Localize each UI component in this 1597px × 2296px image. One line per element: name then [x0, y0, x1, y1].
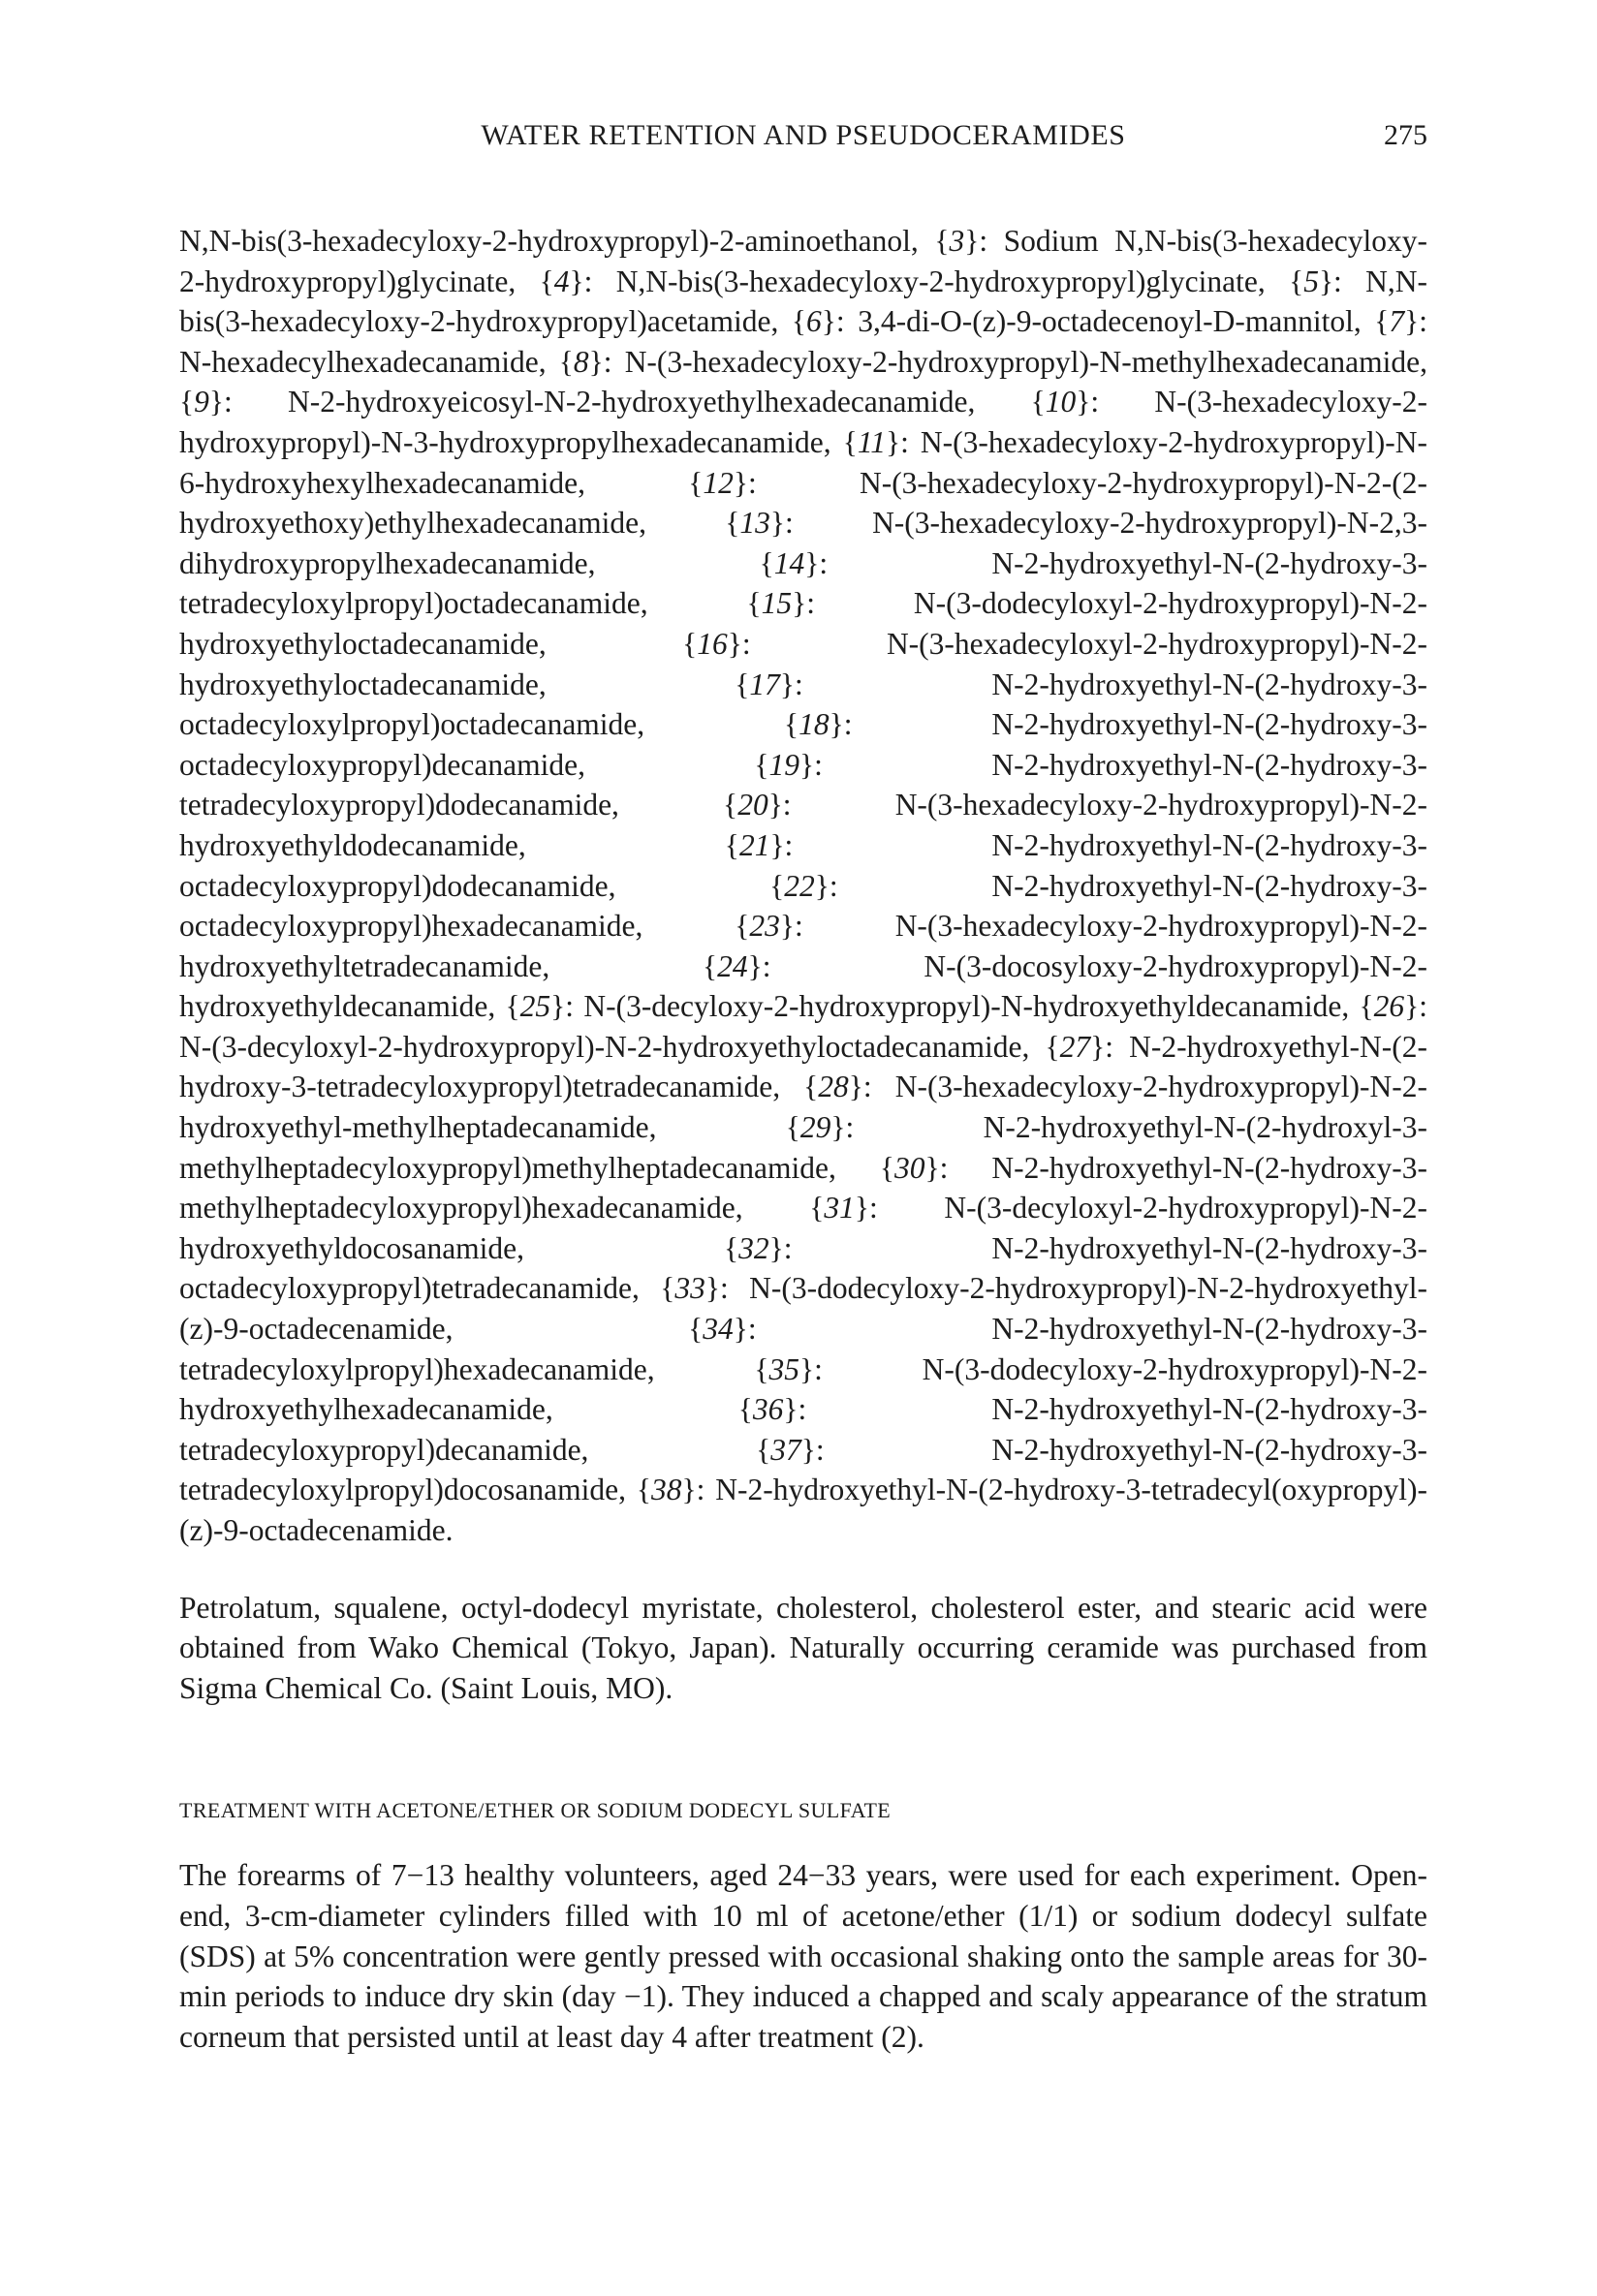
compound-separator: }: [681, 1473, 716, 1507]
compound-separator: }: [779, 909, 895, 944]
compound-name: N,N-bis(3-hexadecyloxy-2-hydroxypropyl)glycinate, { [615, 264, 1304, 298]
compound-separator: }: [804, 545, 992, 580]
compound-separator: }: [550, 989, 584, 1024]
compound-separator: }: [768, 1230, 992, 1265]
compound-ref-number: 20 [737, 788, 768, 822]
compound-name: N-2-hydroxyethyl-N-(2-hydroxy-3-octadecyloxypropyl)dodecanamide, { [179, 827, 1427, 903]
compound-ref-number: 21 [738, 827, 770, 862]
compound-name: N-2-hydroxyethyl-N-(2-hydroxy-3-tetradecyloxylpropyl)hexadecanamide, { [179, 1312, 1428, 1386]
compound-name: N,N-bis(3-hexadecyloxy-2-hydroxypropyl)acetamide, { [179, 264, 1428, 339]
compound-ref-number: 17 [749, 667, 780, 701]
compound-name: N-2-hydroxyethyl-N-(2-hydroxy-3-tetradecyloxylpropyl)docosanamide, { [179, 1432, 1427, 1507]
compound-ref-number: 30 [894, 1150, 925, 1185]
compound-name: N-2-hydroxyethyl-N-(2-hydroxyl-3-methylheptadecyloxypropyl)methylheptadecanamide, { [179, 1110, 1427, 1185]
compound-name: N-(3-hexadecyloxy-2-hydroxypropyl)-N-2-hydroxyethyldodecanamide, { [179, 788, 1427, 862]
compound-ref-number: 22 [784, 868, 815, 903]
compound-ref-number: 10 [1045, 385, 1077, 419]
compound-name: N-2-hydroxyethyl-N-(2-hydroxy-3-tetradecyloxypropyl)decanamide, { [179, 1392, 1428, 1467]
compound-ref-number: 12 [703, 465, 734, 500]
compound-list-paragraph [179, 221, 1427, 1551]
compound-separator: }: [854, 1191, 945, 1226]
compound-name: 3,4-di-O-(z)-9-octadecenoyl-D-mannitol, { [858, 304, 1390, 339]
compound-ref-number: 3 [949, 224, 965, 258]
compound-name: N-(3-decyloxy-2-hydroxypropyl)-N-hydroxyethyldecanamide, { [583, 989, 1374, 1024]
compound-ref-number: 38 [650, 1473, 682, 1507]
compound-entry [583, 989, 1427, 1023]
compound-ref-number: 25 [519, 989, 551, 1024]
compound-separator: }: [800, 1432, 992, 1467]
compound-name: N-(3-hexadecyloxy-2-hydroxypropyl)-N-2,3-dihydroxypropylhexadecanamide, { [179, 506, 1427, 580]
compound-entry [179, 1030, 1129, 1064]
compound-ref-number: 37 [770, 1432, 801, 1467]
compound-ref-number: 18 [798, 707, 830, 742]
compound-separator: }: [208, 385, 288, 419]
compound-separator: }: [799, 1351, 923, 1386]
compound-name: N-2-hydroxyethyl-N-(2-hydroxy-3-tetradecyloxylpropyl)octadecanamide, { [179, 545, 1427, 621]
main-text [179, 221, 1427, 2057]
compound-name: N-(3-hexadecyloxy-2-hydroxypropyl)-N-2-hydroxyethyltetradecanamide, { [179, 909, 1427, 983]
compound-separator: }: [767, 788, 895, 822]
compound-ref-number: 16 [697, 626, 728, 661]
compound-ref-number: 14 [773, 545, 805, 580]
compound-entry [616, 264, 1365, 298]
compound-ref-number: 29 [799, 1110, 831, 1145]
compound-ref-number: 8 [573, 344, 589, 379]
compound-ref-number: 11 [857, 424, 886, 459]
compound-separator: }: [705, 1271, 750, 1306]
compound-ref-number: 36 [752, 1392, 784, 1427]
compound-separator: }: [964, 224, 1004, 258]
compound-separator: }: [1404, 304, 1428, 339]
compound-name: N-2-hydroxyethyl-N-(2-hydroxy-3-octadecyloxypropyl)decanamide, { [179, 707, 1428, 782]
compound-name: N-(3-decyloxyl-2-hydroxypropyl)-N-2-hydroxyethyldocosanamide, { [179, 1191, 1427, 1265]
compound-separator: }: [769, 827, 992, 862]
treatment-paragraph: The forearms of 7−13 healthy volunteers, aged 24−33 years, were used for each experiment. Open-end, 3-cm-diameter cylinders filled with 10 ml of acetone/ether (1/1) or sodium dodecyl sulfate (SDS) at 5% concentration were gently pressed with occasional shaking onto the sample areas for 30-min periods to induce dry skin (day −1). They induced a chapped and scaly appearance of the stratum corneum that persisted until at least day 4 after treatment (2). [179, 1858, 1427, 2054]
compound-ref-number: 5 [1303, 264, 1319, 298]
compound-entry [179, 224, 1004, 258]
compound-name: N-2-hydroxyethyl-N-(2-hydroxy-3-tetradecyloxypropyl)dodecanamide, { [179, 747, 1427, 822]
compound-separator: }: [848, 1070, 895, 1104]
running-title: WATER RETENTION AND PSEUDOCERAMIDES [481, 119, 1126, 151]
compound-separator: }: [1076, 385, 1155, 419]
compound-separator: }: [779, 667, 992, 701]
compound-ref-number: 15 [761, 586, 793, 621]
compound-ref-number: 4 [553, 264, 570, 298]
compound-ref-number: 28 [818, 1070, 849, 1104]
compound-separator: }: [769, 506, 873, 541]
compound-name: N-2-hydroxyeicosyl-N-2-hydroxyethylhexadecanamide, { [288, 385, 1046, 419]
compound-separator: }: [588, 344, 625, 379]
compound-ref-number: 31 [824, 1191, 855, 1226]
compound-separator: }: [747, 948, 924, 983]
compound-separator: }: [733, 1312, 992, 1347]
compound-ref-number: 26 [1373, 989, 1405, 1024]
compound-ref-number: 6 [806, 304, 822, 339]
compound-separator: }: [733, 465, 860, 500]
compound-name: N-(3-dodecyloxy-2-hydroxypropyl)-N-2-hydroxyethylhexadecanamide, { [179, 1351, 1427, 1427]
compound-separator: }: [1318, 264, 1366, 298]
compound-ref-number: 33 [674, 1271, 705, 1306]
compound-ref-number: 27 [1059, 1029, 1091, 1064]
compound-entry [858, 304, 1427, 338]
compound-name: N-(3-hexadecyloxy-2-hydroxypropyl)-N-3-hydroxypropylhexadecanamide, { [179, 385, 1427, 459]
page-number: 275 [1384, 119, 1427, 151]
compound-name: N-(3-hexadecyloxy-2-hydroxypropyl)-N-2-(2-hydroxyethoxy)ethylhexadecanamide, { [179, 465, 1427, 541]
compound-ref-number: 9 [194, 385, 209, 419]
compound-name: N-(3-hexadecyloxy-2-hydroxypropyl)-N-2-hydroxyethyl-methylheptadecanamide, { [179, 1070, 1428, 1145]
compound-name: N-2-hydroxyethyl-N-(2-hydroxy-3-octadecyloxypropyl)tetradecanamide, { [179, 1230, 1428, 1306]
compound-separator: }: [829, 707, 992, 742]
compound-separator: }: [924, 1150, 992, 1185]
compound-ref-number: 32 [738, 1230, 769, 1265]
compound-name: N,N-bis(3-hexadecyloxy-2-hydroxypropyl)-2-aminoethanol, { [179, 224, 950, 258]
compound-separator: }: [569, 264, 616, 298]
compound-separator: }: [1404, 989, 1427, 1024]
compound-name: N-(3-docosyloxy-2-hydroxypropyl)-N-2-hydroxyethyldecanamide, { [179, 948, 1427, 1024]
compound-entry [179, 345, 625, 379]
compound-ref-number: 7 [1389, 304, 1405, 339]
compound-ref-number: 13 [739, 506, 770, 541]
compound-separator: }: [792, 586, 914, 621]
compound-ref-number: 24 [717, 948, 748, 983]
compound-ref-number: 23 [749, 909, 780, 944]
compound-name: N-2-hydroxyethyl-N-(2-hydroxy-3-octadecyloxypropyl)hexadecanamide, { [179, 868, 1427, 944]
compound-entry [288, 385, 1154, 419]
compound-name: N-2-hydroxyethyl-N-(2-hydroxy-3-tetradecyloxypropyl)tetradecanamide, { [179, 1029, 1427, 1104]
compound-name: N-(3-hexadecyloxy-2-hydroxypropyl)-N-methylhexadecanamide, { [179, 344, 1427, 419]
running-head [179, 114, 1427, 157]
compound-name: N-(3-decyloxyl-2-hydroxypropyl)-N-2-hydroxyethyloctadecanamide, { [179, 1029, 1060, 1064]
compound-separator: }: [830, 1110, 984, 1145]
compound-name: N-(3-hexadecyloxy-2-hydroxypropyl)-N-6-hydroxyhexylhexadecanamide, { [179, 424, 1427, 500]
compound-separator: }: [783, 1392, 992, 1427]
compound-name: N-2-hydroxyethyl-N-(2-hydroxy-3-octadecyloxylpropyl)octadecanamide, { [179, 667, 1428, 742]
compound-ref-number: 34 [703, 1312, 734, 1347]
section-heading: TREATMENT WITH ACETONE/ETHER OR SODIUM DODECYL SULFATE [179, 1798, 892, 1823]
compound-separator: }: [886, 424, 921, 459]
compound-ref-number: 19 [768, 747, 800, 782]
compound-separator: }: [799, 747, 992, 782]
compound-name: N-hexadecylhexadecanamide, { [179, 344, 574, 379]
compound-name: N-(3-dodecyloxyl-2-hydroxypropyl)-N-2-hydroxyethyloctadecanamide, { [179, 586, 1427, 661]
compound-ref-number: 35 [768, 1351, 800, 1386]
materials-paragraph: Petrolatum, squalene, octyl-dodecyl myristate, cholesterol, cholesterol ester, and stearic acid were obtained from Wako Chemical (Tokyo, Japan). Naturally occurring ceramide was purchased from Sigma Chemical Co. (Saint Louis, MO). [179, 1590, 1427, 1705]
compound-name: N-(3-dodecyloxy-2-hydroxypropyl)-N-2-hydroxyethyl-(z)-9-octadecenamide, { [179, 1271, 1427, 1347]
compound-separator: }: [1090, 1029, 1130, 1064]
compound-name: Sodium N,N-bis(3-hexadecyloxy-2-hydroxypropyl)glycinate, { [179, 224, 1428, 298]
compound-separator: }: [814, 868, 992, 903]
compound-separator: }: [727, 626, 887, 661]
compound-name: N-(3-hexadecyloxyl-2-hydroxypropyl)-N-2-hydroxyethyloctadecanamide, { [179, 626, 1428, 701]
compound-separator: }: [821, 304, 859, 339]
compound-name: N-2-hydroxyethyl-N-(2-hydroxy-3-methylheptadecyloxypropyl)hexadecanamide, { [179, 1150, 1428, 1226]
compound-name: N-2-hydroxyethyl-N-(2-hydroxy-3-tetradecyl(oxypropyl)-(z)-9-octadecenamide. [179, 1473, 1427, 1547]
